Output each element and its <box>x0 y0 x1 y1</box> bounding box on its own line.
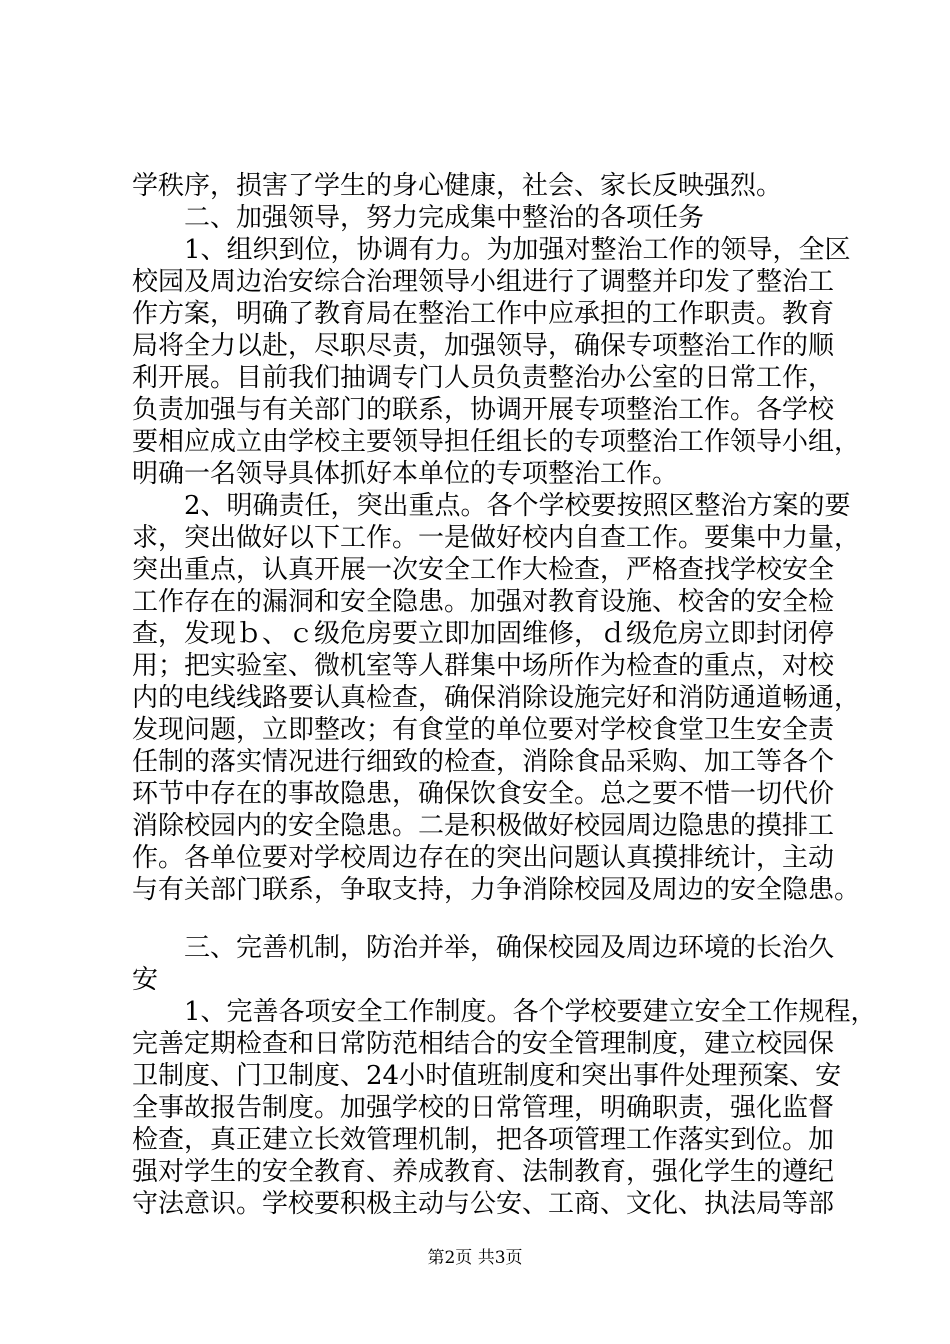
text-line: 作。各单位要对学校周边存在的突出问题认真摸排统计，主动 <box>132 843 835 873</box>
section-heading: 三、完善机制，防治并举，确保校园及周边环境的长治久 <box>132 933 835 963</box>
text-line: 作方案，明确了教育局在整治工作中应承担的工作职责。教育 <box>132 299 835 329</box>
text-line: 利开展。目前我们抽调专门人员负责整治办公室的日常工作， <box>132 363 835 393</box>
text-line: 强对学生的安全教育、养成教育、法制教育，强化学生的遵纪 <box>132 1157 835 1187</box>
text-line: 1、完善各项安全工作制度。各个学校要建立安全工作规程， <box>132 997 877 1027</box>
text-line: 完善定期检查和日常防范相结合的安全管理制度，建立校园保 <box>132 1029 835 1059</box>
text-line: 用；把实验室、微机室等人群集中场所作为检查的重点，对校 <box>132 651 835 681</box>
text-line: 要相应成立由学校主要领导担任组长的专项整治工作领导小组， <box>132 427 861 457</box>
text-line: 与有关部门联系，争取支持，力争消除校园及周边的安全隐患。 <box>132 875 861 905</box>
text-line: 负责加强与有关部门的联系，协调开展专项整治工作。各学校 <box>132 395 835 425</box>
text-line: 消除校园内的安全隐患。二是积极做好校园周边隐患的摸排工 <box>132 811 835 841</box>
section-heading: 二、加强领导，努力完成集中整治的各项任务 <box>132 203 705 233</box>
page-footer: 第2页 共3页 <box>427 1248 523 1268</box>
text-line: 发现问题，立即整改；有食堂的单位要对学校食堂卫生安全责 <box>132 715 835 745</box>
text-line: 卫制度、门卫制度、24小时值班制度和突出事件处理预案、安 <box>132 1061 842 1091</box>
text-line: 1、组织到位，协调有力。为加强对整治工作的领导，全区 <box>132 235 851 265</box>
text-line: 内的电线线路要认真检查，确保消除设施完好和消防通道畅通， <box>132 683 861 713</box>
text-line: 突出重点，认真开展一次安全工作大检查，严格查找学校安全 <box>132 555 835 585</box>
text-line: 工作存在的漏洞和安全隐患。加强对教育设施、校舍的安全检 <box>132 587 835 617</box>
text-line: 明确一名领导具体抓好本单位的专项整治工作。 <box>132 459 679 489</box>
text-line: 局将全力以赴，尽职尽责，加强领导，确保专项整治工作的顺 <box>132 331 835 361</box>
text-line: 查，发现ｂ、ｃ级危房要立即加固维修，ｄ级危房立即封闭停 <box>132 619 835 649</box>
text-line: 学秩序，损害了学生的身心健康，社会、家长反映强烈。 <box>132 171 783 201</box>
text-line: 守法意识。学校要积极主动与公安、工商、文化、执法局等部 <box>132 1189 835 1219</box>
text-line: 任制的落实情况进行细致的检查，消除食品采购、加工等各个 <box>132 747 835 777</box>
text-line: 2、明确责任，突出重点。各个学校要按照区整治方案的要 <box>132 491 851 521</box>
text-line: 环节中存在的事故隐患，确保饮食安全。总之要不惜一切代价 <box>132 779 835 809</box>
text-line: 求，突出做好以下工作。一是做好校内自查工作。要集中力量， <box>132 523 861 553</box>
text-line: 校园及周边治安综合治理领导小组进行了调整并印发了整治工 <box>132 267 835 297</box>
section-heading: 安 <box>132 965 159 995</box>
text-line: 全事故报告制度。加强学校的日常管理，明确职责，强化监督 <box>132 1093 835 1123</box>
text-line: 检查，真正建立长效管理机制，把各项管理工作落实到位。加 <box>132 1125 835 1155</box>
